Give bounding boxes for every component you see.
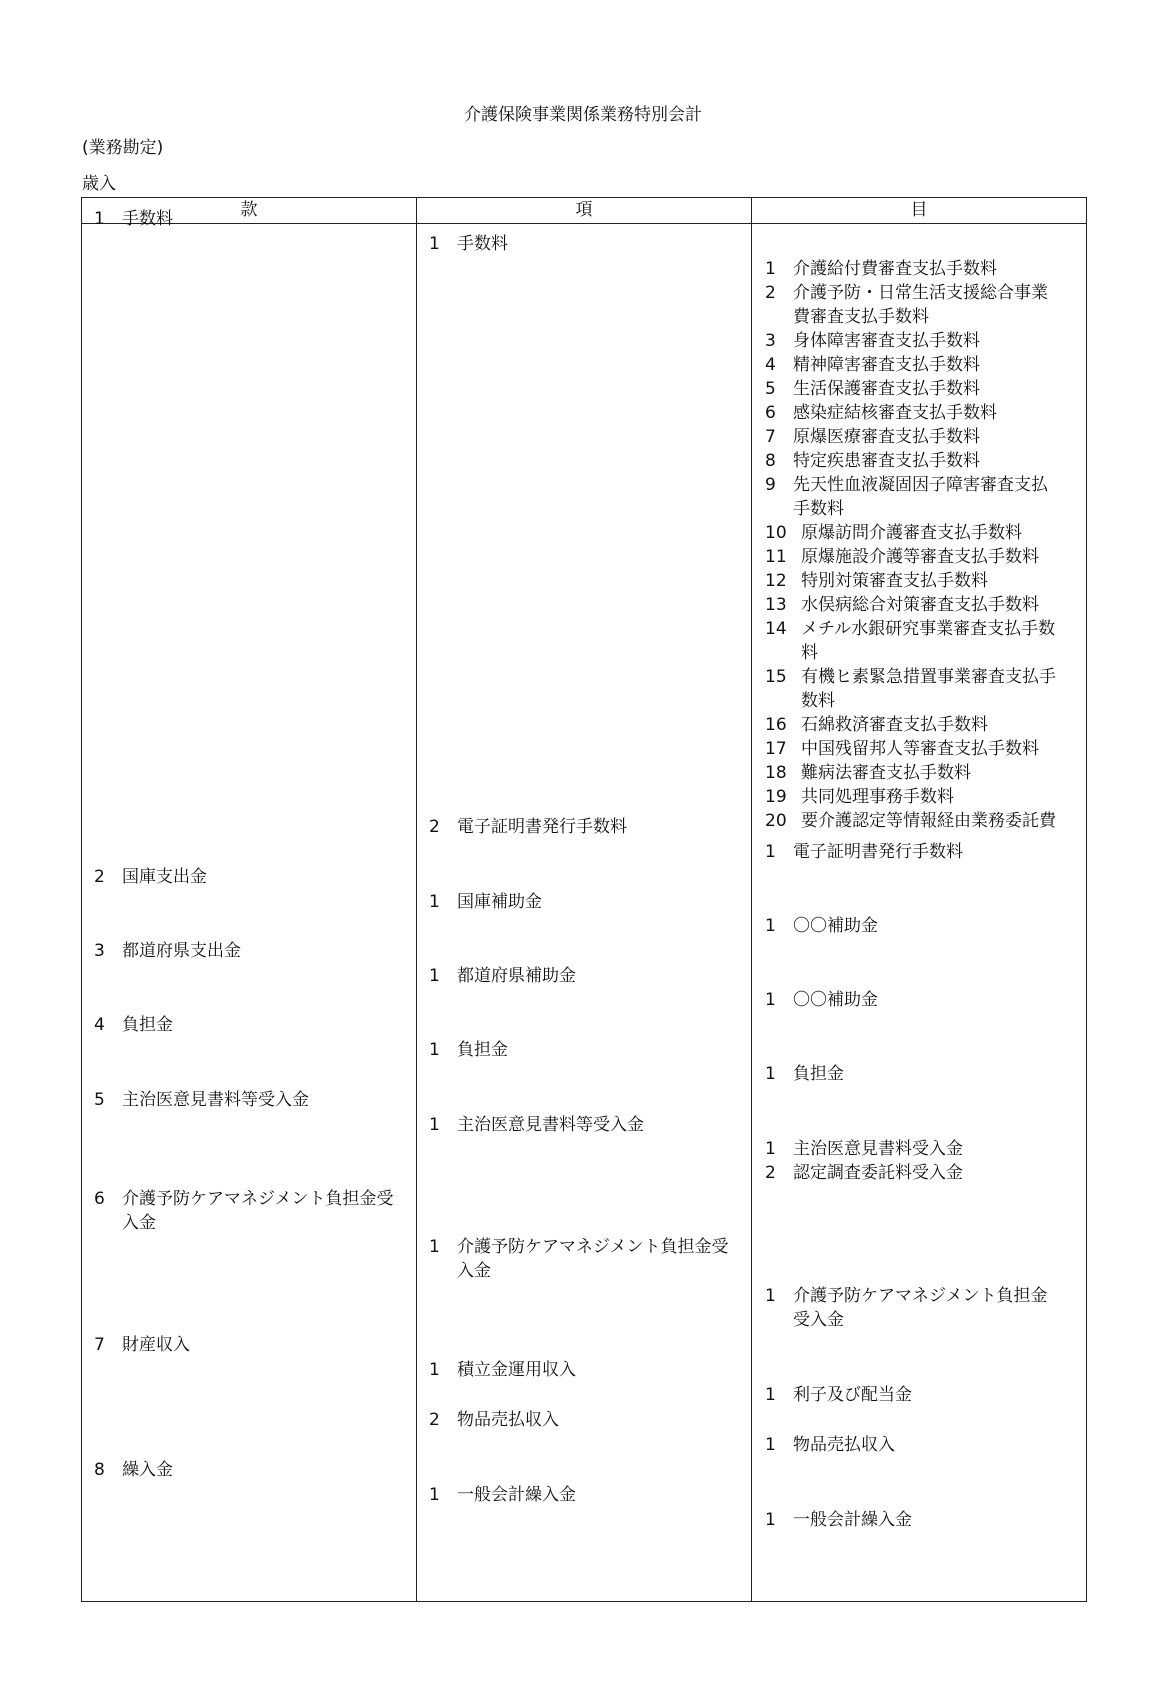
kou-text: 物品売払収入 — [457, 1410, 559, 1430]
moku-item — [765, 809, 1065, 833]
kou-text: 介護予防ケアマネジメント負担金受入金 — [457, 1237, 729, 1281]
moku-number: 1 — [765, 1286, 776, 1306]
moku-item — [765, 1284, 1065, 1332]
moku-number: 19 — [765, 787, 787, 807]
moku-text: 電子証明書発行手数料 — [793, 842, 963, 862]
kan-item — [94, 939, 399, 963]
moku-item — [765, 329, 1065, 353]
moku-text: 有機ヒ素緊急措置事業審査支払手数料 — [801, 667, 1056, 711]
moku-item — [765, 737, 1065, 761]
moku-text: 中国残留邦人等審査支払手数料 — [801, 739, 1039, 759]
moku-text: 原爆施設介護等審査支払手数料 — [801, 547, 1039, 567]
header-kan: 款 — [240, 200, 258, 220]
moku-item — [765, 377, 1065, 401]
kan-text: 手数料 — [122, 209, 173, 229]
moku-number: 18 — [765, 763, 787, 783]
document-title: 介護保険事業関係業務特別会計 — [464, 105, 702, 125]
kan-text: 介護予防ケアマネジメント負担金受入金 — [122, 1189, 394, 1233]
moku-text: 身体障害審査支払手数料 — [793, 331, 980, 351]
section-label: (業務勘定) — [82, 138, 164, 158]
kou-number: 1 — [429, 1360, 440, 1380]
moku-item — [765, 1062, 1065, 1086]
kan-text: 国庫支出金 — [122, 867, 207, 887]
moku-text: 先天性血液凝固因子障害審査支払手数料 — [793, 475, 1048, 519]
moku-text: 負担金 — [793, 1064, 844, 1084]
moku-text: 利子及び配当金 — [793, 1385, 912, 1405]
kou-item — [429, 1235, 734, 1283]
moku-number: 16 — [765, 715, 787, 735]
kou-text: 都道府県補助金 — [457, 966, 576, 986]
moku-item — [765, 449, 1065, 473]
moku-number: 1 — [765, 1385, 776, 1405]
moku-number: 2 — [765, 283, 776, 303]
moku-text: 介護予防ケアマネジメント負担金受入金 — [793, 1286, 1048, 1330]
kou-text: 主治医意見書料等受入金 — [457, 1115, 644, 1135]
kou-text: 手数料 — [457, 234, 508, 254]
moku-item — [765, 665, 1065, 713]
kou-number: 1 — [429, 234, 440, 254]
column-divider — [751, 198, 752, 1601]
kou-item — [429, 232, 734, 256]
moku-number: 1 — [765, 916, 776, 936]
budget-table — [81, 197, 1087, 1602]
header-kou: 項 — [575, 200, 593, 220]
moku-item — [765, 353, 1065, 377]
moku-item — [765, 1433, 1065, 1457]
moku-item — [765, 257, 1065, 281]
kou-number: 1 — [429, 1115, 440, 1135]
moku-text: 〇〇補助金 — [793, 990, 878, 1010]
kou-number: 1 — [429, 1485, 440, 1505]
moku-text: 介護給付費審査支払手数料 — [793, 259, 997, 279]
moku-text: 精神障害審査支払手数料 — [793, 355, 980, 375]
kou-text: 国庫補助金 — [457, 892, 542, 912]
kou-item — [429, 964, 734, 988]
kan-item — [94, 207, 399, 231]
kou-number: 1 — [429, 966, 440, 986]
kan-item — [94, 1013, 399, 1037]
kou-number: 1 — [429, 1237, 440, 1257]
moku-item — [765, 593, 1065, 617]
moku-number: 1 — [765, 259, 776, 279]
moku-number: 1 — [765, 1435, 776, 1455]
moku-number: 2 — [765, 1163, 776, 1183]
moku-text: 原爆訪問介護審査支払手数料 — [801, 523, 1022, 543]
kan-item — [94, 865, 399, 889]
kan-text: 負担金 — [122, 1015, 173, 1035]
moku-number: 17 — [765, 739, 787, 759]
subsection-label: 歳入 — [82, 174, 116, 194]
moku-number: 1 — [765, 1064, 776, 1084]
kou-item — [429, 1408, 734, 1432]
kou-item — [429, 815, 734, 839]
moku-number: 1 — [765, 842, 776, 862]
moku-text: メチル水銀研究事業審査支払手数料 — [801, 619, 1056, 663]
moku-text: 特定疾患審査支払手数料 — [793, 451, 980, 471]
kou-number: 2 — [429, 1410, 440, 1430]
kou-number: 1 — [429, 892, 440, 912]
moku-number: 15 — [765, 667, 787, 687]
moku-number: 9 — [765, 475, 776, 495]
moku-item — [765, 545, 1065, 569]
moku-number: 5 — [765, 379, 776, 399]
moku-number: 1 — [765, 1139, 776, 1159]
kan-number: 7 — [94, 1335, 105, 1355]
kan-item — [94, 1333, 399, 1357]
kan-text: 都道府県支出金 — [122, 941, 241, 961]
kou-text: 一般会計繰入金 — [457, 1485, 576, 1505]
moku-text: 認定調査委託料受入金 — [793, 1163, 963, 1183]
column-divider — [416, 198, 417, 1601]
moku-number: 13 — [765, 595, 787, 615]
kou-text: 負担金 — [457, 1040, 508, 1060]
kan-text: 繰入金 — [122, 1460, 173, 1480]
moku-number: 12 — [765, 571, 787, 591]
moku-text: 主治医意見書料受入金 — [793, 1139, 963, 1159]
kan-item — [94, 1458, 399, 1482]
kou-number: 2 — [429, 817, 440, 837]
moku-number: 4 — [765, 355, 776, 375]
moku-item — [765, 761, 1065, 785]
moku-text: 特別対策審査支払手数料 — [801, 571, 988, 591]
kan-number: 2 — [94, 867, 105, 887]
kan-number: 3 — [94, 941, 105, 961]
kou-item — [429, 1113, 734, 1137]
kou-text: 電子証明書発行手数料 — [457, 817, 627, 837]
kan-item — [94, 1088, 399, 1112]
moku-item — [765, 569, 1065, 593]
kou-number: 1 — [429, 1040, 440, 1060]
moku-text: 生活保護審査支払手数料 — [793, 379, 980, 399]
moku-item — [765, 840, 1065, 864]
kan-number: 6 — [94, 1189, 105, 1209]
moku-number: 6 — [765, 403, 776, 423]
kou-item — [429, 1358, 734, 1382]
moku-number: 1 — [765, 990, 776, 1010]
moku-number: 3 — [765, 331, 776, 351]
moku-item — [765, 785, 1065, 809]
moku-item — [765, 401, 1065, 425]
kan-text: 主治医意見書料等受入金 — [122, 1090, 309, 1110]
moku-number: 7 — [765, 427, 776, 447]
moku-text: 難病法審査支払手数料 — [801, 763, 971, 783]
moku-text: 共同処理事務手数料 — [801, 787, 954, 807]
moku-item — [765, 988, 1065, 1012]
moku-item — [765, 1161, 1065, 1185]
moku-item — [765, 521, 1065, 545]
moku-text: 感染症結核審査支払手数料 — [793, 403, 997, 423]
kou-text: 積立金運用収入 — [457, 1360, 576, 1380]
moku-item — [765, 713, 1065, 737]
moku-text: 要介護認定等情報経由業務委託費 — [801, 811, 1056, 831]
header-moku: 目 — [910, 200, 928, 220]
moku-item — [765, 425, 1065, 449]
moku-text: 物品売払収入 — [793, 1435, 895, 1455]
moku-number: 10 — [765, 523, 787, 543]
moku-text: 一般会計繰入金 — [793, 1510, 912, 1530]
moku-item — [765, 1383, 1065, 1407]
moku-text: 〇〇補助金 — [793, 916, 878, 936]
kan-text: 財産収入 — [122, 1335, 190, 1355]
kou-item — [429, 890, 734, 914]
moku-number: 8 — [765, 451, 776, 471]
moku-number: 1 — [765, 1510, 776, 1530]
kan-number: 5 — [94, 1090, 105, 1110]
kan-number: 8 — [94, 1460, 105, 1480]
kou-item — [429, 1038, 734, 1062]
kan-number: 4 — [94, 1015, 105, 1035]
moku-item — [765, 281, 1065, 329]
kan-item — [94, 1187, 399, 1235]
kan-number: 1 — [94, 209, 105, 229]
moku-text: 石綿救済審査支払手数料 — [801, 715, 988, 735]
moku-item — [765, 1137, 1065, 1161]
moku-item — [765, 617, 1065, 665]
moku-item — [765, 473, 1065, 521]
kou-item — [429, 1483, 734, 1507]
moku-text: 介護予防・日常生活支援総合事業費審査支払手数料 — [793, 283, 1048, 327]
moku-item — [765, 1508, 1065, 1532]
moku-item — [765, 914, 1065, 938]
moku-text: 原爆医療審査支払手数料 — [793, 427, 980, 447]
moku-number: 14 — [765, 619, 787, 639]
moku-text: 水俣病総合対策審査支払手数料 — [801, 595, 1039, 615]
moku-number: 11 — [765, 547, 787, 567]
moku-number: 20 — [765, 811, 787, 831]
